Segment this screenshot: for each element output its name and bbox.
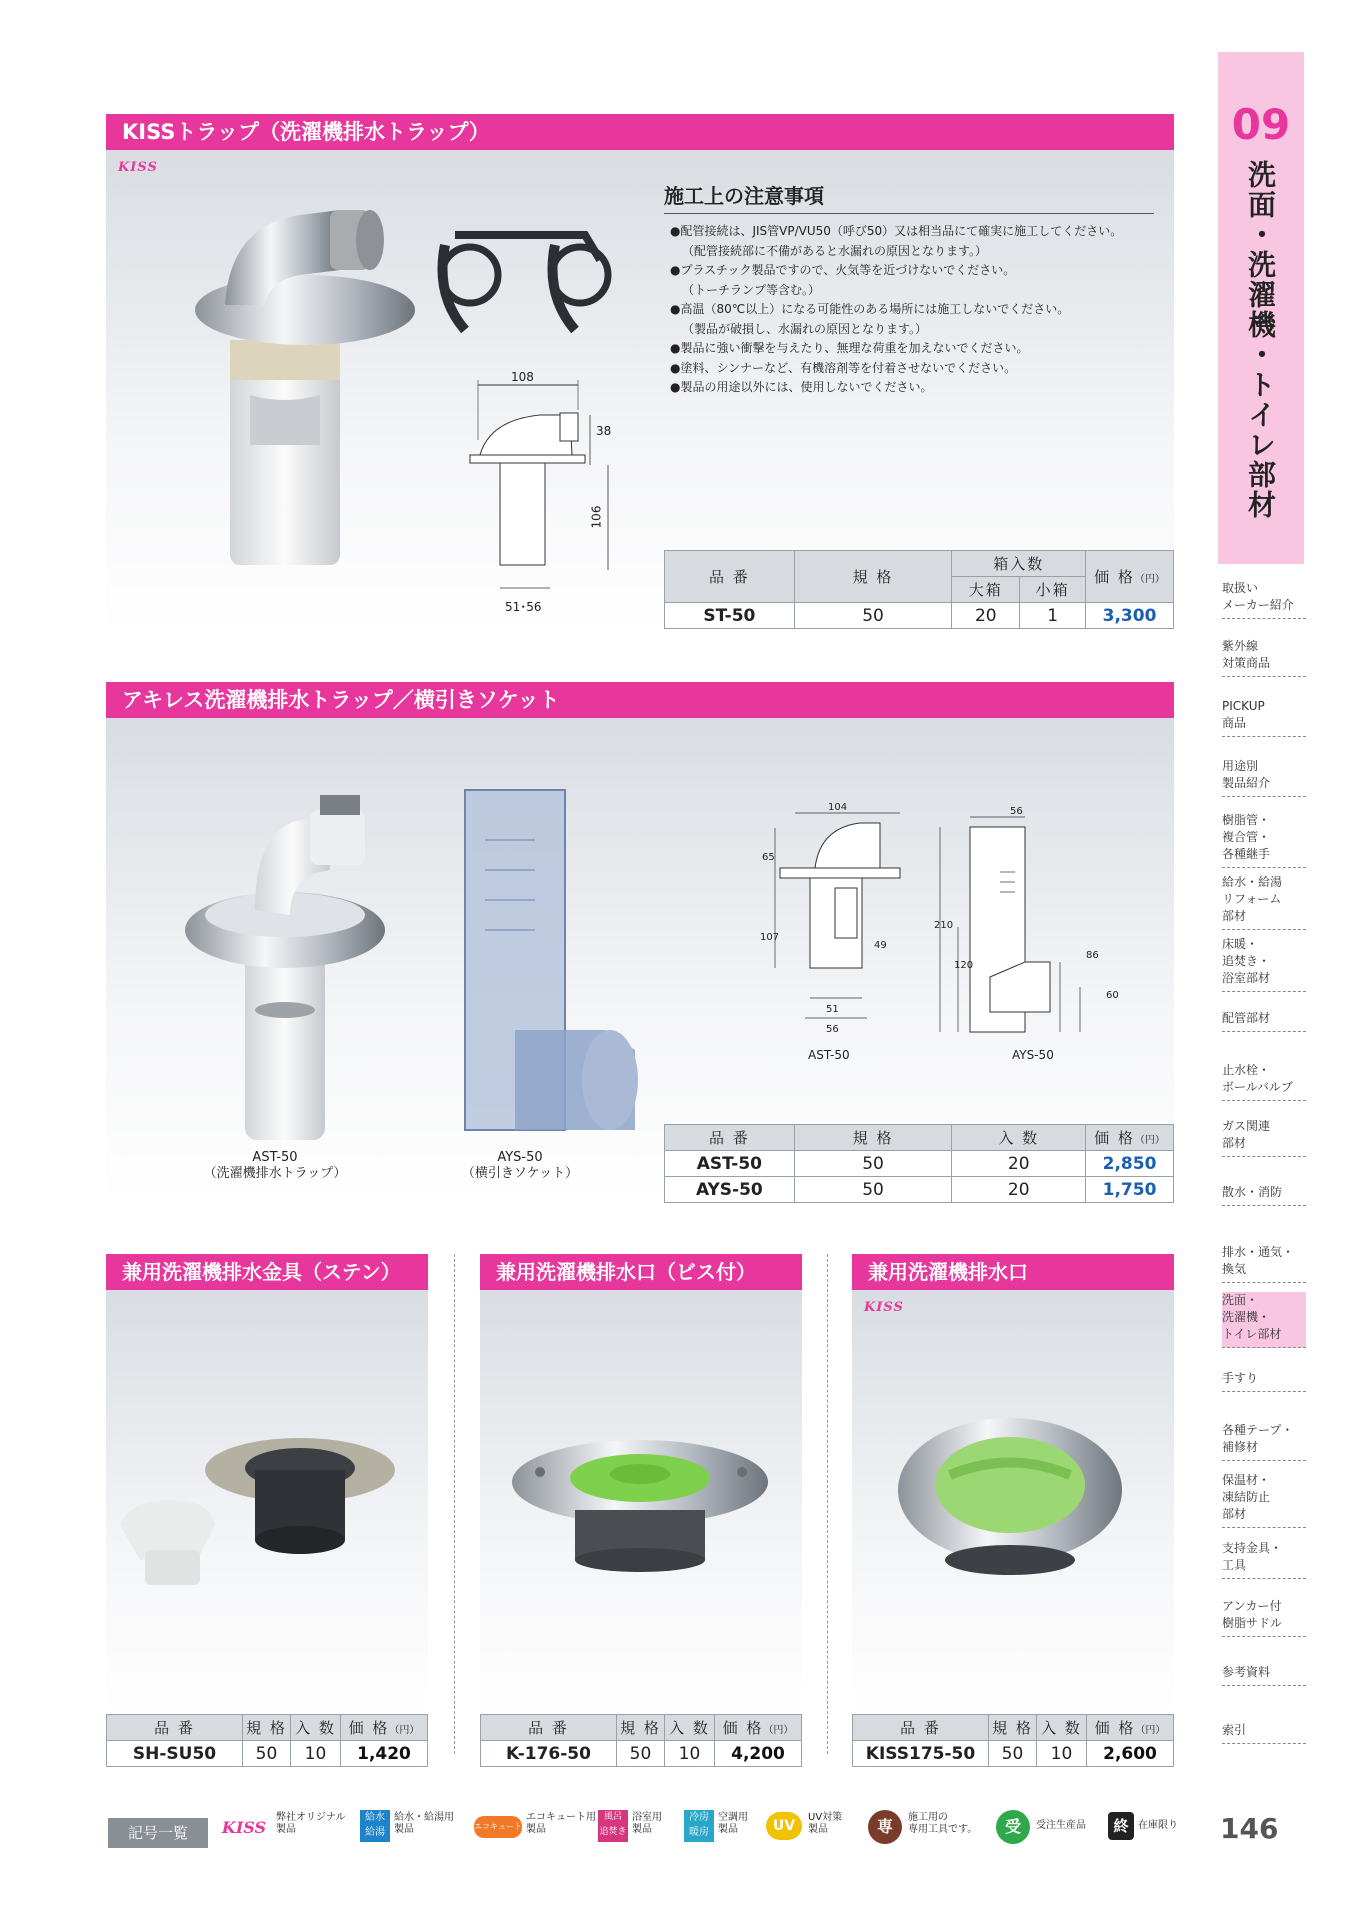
cell-price: 4,200 xyxy=(715,1741,802,1767)
cell-code: ST-50 xyxy=(665,603,795,629)
col-qty: 入 数 xyxy=(1037,1715,1087,1741)
legend-text-aircon: 空調用 製品 xyxy=(718,1812,748,1835)
table-row xyxy=(665,603,1174,629)
col-price-label: 価 格 xyxy=(348,1719,390,1737)
kiss-trap-spec-table xyxy=(664,550,1174,629)
side-nav-item[interactable]: 止水栓・ ボールバルブ xyxy=(1222,1062,1306,1101)
ays-dim-h4: 60 xyxy=(1106,990,1119,1001)
note-line: （配管接続部に不備があると水漏れの原因となります。） xyxy=(682,243,988,258)
note-line: ●塗料、シンナーなど、有機溶剤等を付着させないでください。 xyxy=(670,360,1017,375)
side-nav-item[interactable]: PICKUP 商品 xyxy=(1222,698,1306,737)
side-nav-item[interactable]: 排水・通気・ 換気 xyxy=(1222,1244,1306,1283)
col-spec: 規 格 xyxy=(243,1715,291,1741)
ays-50-caption-code: AYS-50 xyxy=(497,1150,543,1165)
cell-spec: 50 xyxy=(794,603,952,629)
divider xyxy=(827,1254,828,1754)
cell-spec: 50 xyxy=(617,1741,665,1767)
cell-code: AYS-50 xyxy=(665,1177,795,1203)
side-nav-item[interactable]: 索引 xyxy=(1222,1722,1306,1744)
ast-50-caption-desc: （洗濯機排水トラップ） xyxy=(203,1166,347,1181)
aircon-icon: 冷房 暖房 xyxy=(684,1810,714,1842)
col-price xyxy=(715,1715,802,1741)
achilles-spec-table xyxy=(664,1124,1174,1203)
ast-50-caption xyxy=(195,1150,355,1182)
uv-icon: UV xyxy=(766,1812,802,1840)
table-row xyxy=(481,1741,802,1767)
ays-dim-h3: 86 xyxy=(1086,950,1099,961)
col-price-unit: （円） xyxy=(1134,1135,1165,1146)
col-spec: 規 格 xyxy=(794,551,952,603)
ays-dim-h1: 210 xyxy=(934,920,954,931)
side-nav-item[interactable]: 用途別 製品紹介 xyxy=(1222,758,1306,797)
kiss-brand-logo: KISS xyxy=(864,1300,904,1315)
legend-text-water: 給水・給湯用 製品 xyxy=(394,1812,454,1835)
kiss-brand-logo: KISS xyxy=(118,160,158,175)
side-nav-item[interactable]: 床暖・ 追焚き・ 浴室部材 xyxy=(1222,936,1306,992)
cell-spec: 50 xyxy=(243,1741,291,1767)
col-price xyxy=(1086,551,1174,603)
section-title-kiss175: 兼用洗濯機排水口 xyxy=(852,1254,1174,1290)
dim-width: 108 xyxy=(511,370,534,384)
table-row xyxy=(665,1177,1174,1203)
col-code: 品 番 xyxy=(107,1715,243,1741)
special-tool-icon: 専 xyxy=(868,1810,902,1844)
k176-product-image xyxy=(505,1430,785,1580)
ast-dim-b2: 56 xyxy=(826,1024,839,1035)
ast-50-dimension-drawing xyxy=(770,808,910,1038)
discontinued-icon: 終 xyxy=(1108,1812,1134,1840)
made-to-order-icon: 受 xyxy=(996,1810,1030,1844)
cell-price: 1,750 xyxy=(1086,1177,1174,1203)
note-line: ●高温（80℃以上）になる可能性のある場所には施工しないでください。 xyxy=(670,302,1070,316)
legend-text-kiss: 弊社オリジナル 製品 xyxy=(276,1812,346,1835)
divider xyxy=(454,1254,455,1754)
ast-50-product-image xyxy=(180,790,390,1160)
side-nav-item[interactable]: 紫外線 対策商品 xyxy=(1222,638,1306,677)
col-code: 品 番 xyxy=(853,1715,989,1741)
water-supply-icon: 給水 給湯 xyxy=(360,1810,390,1842)
cell-qty: 10 xyxy=(1037,1741,1087,1767)
side-nav-item[interactable]: ガス関連 部材 xyxy=(1222,1118,1306,1157)
legend-text-ecocute: エコキュート用 製品 xyxy=(526,1812,596,1835)
k176-spec-table xyxy=(480,1714,802,1767)
section-title-kiss-trap: KISSトラップ（洗濯機排水トラップ） xyxy=(106,114,1174,150)
side-nav-item[interactable]: 給水・給湯 リフォーム 部材 xyxy=(1222,874,1306,930)
col-price-unit: （円） xyxy=(1135,1725,1166,1736)
kiss-trap-product-image xyxy=(190,195,430,585)
note-line: ●製品に強い衝撃を与えたり、無理な荷重を加えないでください。 xyxy=(670,341,1029,355)
cell-price: 1,420 xyxy=(341,1741,428,1767)
cell-price: 2,600 xyxy=(1087,1741,1174,1767)
side-nav-item[interactable]: 支持金具・ 工具 xyxy=(1222,1540,1306,1579)
side-nav-item[interactable]: 洗面・ 洗濯機・ トイレ部材 xyxy=(1222,1292,1306,1348)
dim-height-body: 106 xyxy=(589,505,604,529)
col-box: 箱入数 xyxy=(952,551,1086,577)
col-price-label: 価 格 xyxy=(722,1719,764,1737)
ays-dim-w: 56 xyxy=(1010,806,1023,817)
cell-spec: 50 xyxy=(989,1741,1037,1767)
legend-text-uv: UV対策 製品 xyxy=(808,1812,843,1835)
ast-50-caption-code: AST-50 xyxy=(252,1150,298,1165)
cell-spec: 50 xyxy=(794,1151,952,1177)
col-small-box: 小箱 xyxy=(1020,577,1086,603)
col-price xyxy=(1087,1715,1174,1741)
side-nav-item[interactable]: 保温材・ 凍結防止 部材 xyxy=(1222,1472,1306,1528)
section-title-achilles: アキレス洗濯機排水トラップ／横引きソケット xyxy=(106,682,1174,718)
side-nav-item[interactable]: 配管部材 xyxy=(1222,1010,1306,1032)
col-price xyxy=(1086,1125,1174,1151)
ays-50-product-image xyxy=(455,780,645,1140)
side-nav-item[interactable]: 散水・消防 xyxy=(1222,1184,1306,1206)
dim-height-top: 38 xyxy=(596,424,612,438)
ays-50-dimension-drawing xyxy=(930,812,1110,1042)
ays-dim-h2: 120 xyxy=(954,960,974,971)
sh-su50-product-image xyxy=(110,1430,410,1600)
side-nav-item[interactable]: 取扱い メーカー紹介 xyxy=(1222,580,1306,619)
col-spec: 規 格 xyxy=(617,1715,665,1741)
ast-dim-b1: 51 xyxy=(826,1004,839,1015)
cell-code: KISS175-50 xyxy=(853,1741,989,1767)
cell-code: K-176-50 xyxy=(481,1741,617,1767)
ast-dim-w: 104 xyxy=(828,802,848,813)
note-line: ●プラスチック製品ですので、火気等を近づけないでください。 xyxy=(670,263,1016,277)
kiss-icon: KISS xyxy=(221,1818,267,1837)
legend-title: 記号一覧 xyxy=(108,1818,208,1848)
side-nav-item[interactable]: 各種テープ・ 補修材 xyxy=(1222,1422,1306,1461)
kiss-trap-bracket-image xyxy=(435,215,615,340)
col-price-unit: （円） xyxy=(1134,574,1165,585)
notes-title: 施工上の注意事項 xyxy=(664,180,1154,214)
ecocute-icon: エコキュート xyxy=(474,1816,522,1838)
col-code: 品 番 xyxy=(481,1715,617,1741)
note-line: ●配管接続は、JIS管VP/VU50（呼び50）又は相当品にて確実に施工してください。 xyxy=(670,224,1123,238)
col-price-label: 価 格 xyxy=(1094,568,1135,586)
table-row xyxy=(665,1151,1174,1177)
ast-dim-h2: 107 xyxy=(760,932,780,943)
cell-qty: 10 xyxy=(665,1741,715,1767)
kiss175-spec-table xyxy=(852,1714,1174,1767)
chapter-title: 洗面・洗濯機・トイレ部材 xyxy=(1244,160,1277,520)
note-line: ●製品の用途以外には、使用しないでください。 xyxy=(670,380,933,394)
col-price-label: 価 格 xyxy=(1094,1129,1135,1147)
cell-code: AST-50 xyxy=(665,1151,795,1177)
ays-50-caption xyxy=(445,1150,595,1182)
ast-drawing-label: AST-50 xyxy=(808,1048,850,1062)
legend-text-order: 受注生産品 xyxy=(1036,1820,1086,1831)
ays-50-caption-desc: （横引きソケット） xyxy=(461,1166,579,1181)
legend-text-bath: 浴室用 製品 xyxy=(632,1812,662,1835)
col-price-label: 価 格 xyxy=(1094,1719,1136,1737)
table-row xyxy=(107,1741,428,1767)
page-number: 146 xyxy=(1220,1812,1279,1845)
col-code: 品 番 xyxy=(665,551,795,603)
cell-small: 1 xyxy=(1020,603,1086,629)
notes-list xyxy=(670,222,1170,398)
cell-qty: 20 xyxy=(952,1177,1086,1203)
kiss175-product-image xyxy=(890,1415,1130,1585)
ast-dim-h3: 49 xyxy=(874,940,887,951)
cell-qty: 20 xyxy=(952,1151,1086,1177)
side-nav-item[interactable]: アンカー付 樹脂サドル xyxy=(1222,1598,1306,1637)
cell-price: 2,850 xyxy=(1086,1151,1174,1177)
cell-qty: 10 xyxy=(291,1741,341,1767)
note-line: （製品が破損し、水漏れの原因となります。） xyxy=(682,321,928,336)
section-title-k176: 兼用洗濯機排水口（ビス付） xyxy=(480,1254,802,1290)
col-price-unit: （円） xyxy=(389,1725,420,1736)
ast-dim-h1: 65 xyxy=(762,852,775,863)
col-qty: 入 数 xyxy=(665,1715,715,1741)
section-title-sh-su50: 兼用洗濯機排水金具（ステン） xyxy=(106,1254,428,1290)
dim-bottom: 51･56 xyxy=(505,600,542,614)
chapter-number: 09 xyxy=(1231,100,1291,149)
col-spec: 規 格 xyxy=(989,1715,1037,1741)
bath-icon: 風呂 追焚き xyxy=(598,1810,628,1842)
legend-text-tool: 施工用の 専用工具です。 xyxy=(908,1812,978,1835)
col-qty: 入 数 xyxy=(952,1125,1086,1151)
table-row xyxy=(853,1741,1174,1767)
legend-text-stock: 在庫限り xyxy=(1138,1820,1178,1831)
note-line: （トーチランプ等含む。） xyxy=(682,282,821,297)
cell-spec: 50 xyxy=(794,1177,952,1203)
col-big-box: 大箱 xyxy=(952,577,1020,603)
ays-drawing-label: AYS-50 xyxy=(1012,1048,1054,1062)
col-code: 品 番 xyxy=(665,1125,795,1151)
kiss-trap-dimension-drawing xyxy=(460,380,620,600)
cell-price: 3,300 xyxy=(1086,603,1174,629)
side-nav-item[interactable]: 参考資料 xyxy=(1222,1664,1306,1686)
col-qty: 入 数 xyxy=(291,1715,341,1741)
side-nav-item[interactable]: 樹脂管・ 複合管・ 各種継手 xyxy=(1222,812,1306,868)
col-spec: 規 格 xyxy=(794,1125,952,1151)
col-price xyxy=(341,1715,428,1741)
side-nav-item[interactable]: 手すり xyxy=(1222,1370,1306,1392)
sh-su50-spec-table xyxy=(106,1714,428,1767)
cell-code: SH-SU50 xyxy=(107,1741,243,1767)
cell-big: 20 xyxy=(952,603,1020,629)
col-price-unit: （円） xyxy=(763,1725,794,1736)
